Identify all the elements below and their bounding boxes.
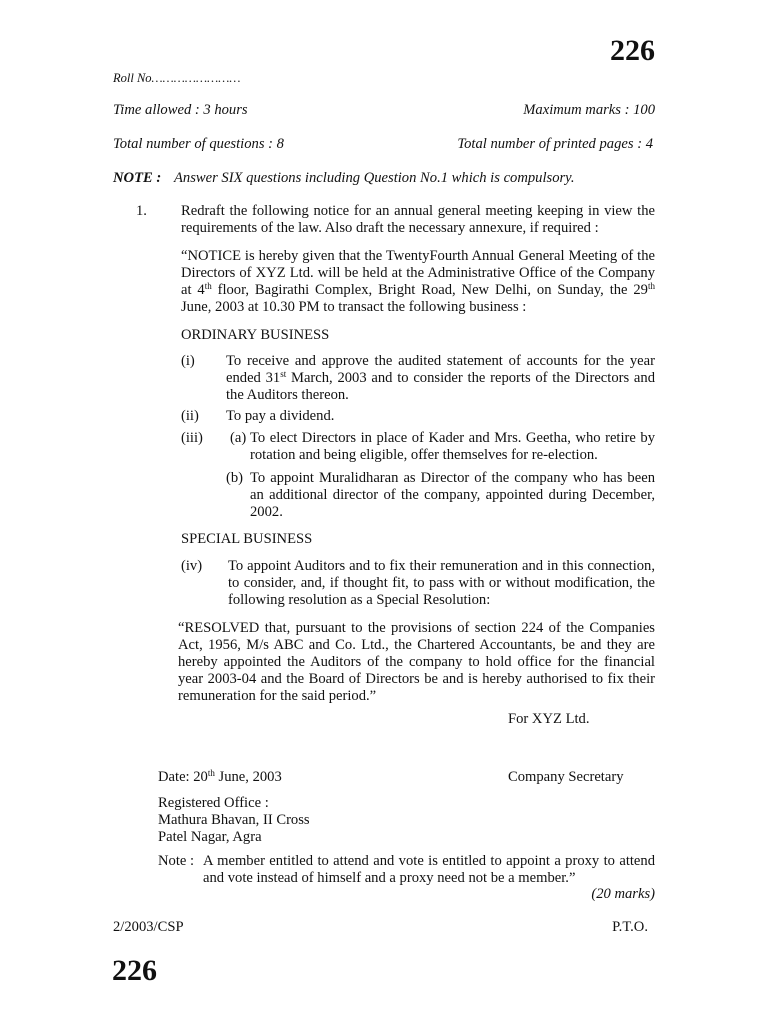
question-number: 1. [136, 203, 147, 219]
item-iii-b-label: (b) [226, 470, 244, 486]
total-questions: Total number of questions : 8 [113, 136, 284, 152]
item-i-text-a: To receive and approve the audited statement of accounts for the year ended 31 [226, 353, 655, 386]
footer-code: 2/2003/CSP [113, 919, 184, 935]
notice-paragraph [181, 248, 655, 316]
roll-no: Roll No…………………… [113, 71, 241, 85]
registered-office-label: Registered Office : [158, 795, 269, 811]
notice-sup-2: th [647, 281, 655, 291]
item-iv-label: (iv) [181, 558, 203, 574]
date-prefix: Date: 20 [158, 769, 208, 785]
notice-sup-1: th [204, 281, 212, 291]
date-sup: th [207, 768, 215, 778]
notice-date [158, 769, 282, 786]
item-iii-a-text: To elect Directors in place of Kader and Mrs. Geetha, who retire by rotation and being eligible, offer themselves for re-election. [250, 430, 655, 463]
registered-office-line-1: Mathura Bhavan, II Cross [158, 812, 310, 828]
maximum-marks: Maximum marks : 100 [523, 102, 655, 118]
paper-code-top: 226 [610, 34, 655, 67]
item-ii-text: To pay a dividend. [226, 408, 335, 424]
date-suffix: June, 2003 [214, 769, 282, 785]
special-business-heading: SPECIAL BUSINESS [181, 531, 313, 547]
note-label: NOTE : [113, 170, 162, 186]
item-iii-b-text: To appoint Muralidharan as Director of the company who has been an additional director of the company, appointed during December, 2002. [250, 470, 655, 520]
notice-text-a: “NOTICE is hereby given that the TwentyFourth Annual General Meeting of the Directors of XYZ Ltd. will be held at the Administrative Office of the Company at 4 [181, 248, 655, 298]
for-company: For XYZ Ltd. [508, 711, 590, 727]
item-i-sup: st [280, 369, 287, 379]
notice-text-b: floor, Bagirathi Complex, Bright Road, New Delhi, on Sunday, the 29 [211, 282, 648, 298]
total-pages: Total number of printed pages : 4 [457, 136, 653, 152]
proxy-note-label: Note : [158, 853, 195, 869]
proxy-note-text: A member entitled to attend and vote is entitled to appoint a proxy to attend and vote instead of himself and a proxy need not be a member.” [203, 853, 655, 886]
question-intro: Redraft the following notice for an annual general meeting keeping in view the requirements of the law. Also draft the necessary annexure, if required : [181, 203, 655, 236]
item-iii-label: (iii) [181, 430, 203, 446]
item-iv-text: To appoint Auditors and to fix their remuneration and in this connection, to consider, and, if thought fit, to pass with or without modification, the following resolution as a Special Resolution: [228, 558, 655, 608]
ordinary-business-heading: ORDINARY BUSINESS [181, 327, 330, 343]
notice-text-c: June, 2003 at 10.30 PM to transact the following business : [181, 299, 527, 315]
item-iii-a-label: (a) [230, 430, 247, 446]
item-i-label: (i) [181, 353, 195, 369]
pto-label: P.T.O. [612, 919, 648, 935]
resolution-paragraph: “RESOLVED that, pursuant to the provisions of section 224 of the Companies Act, 1956, M/s ABC and Co. Ltd., the Chartered Accountants, be and they are hereby appointed the Auditors of the company to hold office for the financial year 2003-04 and the Board of Directors be and is hereby authorised to fix their remuneration for the said period.” [178, 620, 655, 704]
time-allowed: Time allowed : 3 hours [113, 102, 248, 118]
signatory: Company Secretary [508, 769, 624, 785]
paper-code-bottom: 226 [112, 954, 157, 987]
item-i-text-b: March, 2003 and to consider the reports of the Directors and the Auditors thereon. [226, 370, 655, 403]
question-marks: (20 marks) [591, 886, 655, 902]
registered-office-line-2: Patel Nagar, Agra [158, 829, 262, 845]
item-i-text [226, 353, 655, 404]
instructions-text: Answer SIX questions including Question No.1 which is compulsory. [174, 170, 575, 186]
item-ii-label: (ii) [181, 408, 199, 424]
